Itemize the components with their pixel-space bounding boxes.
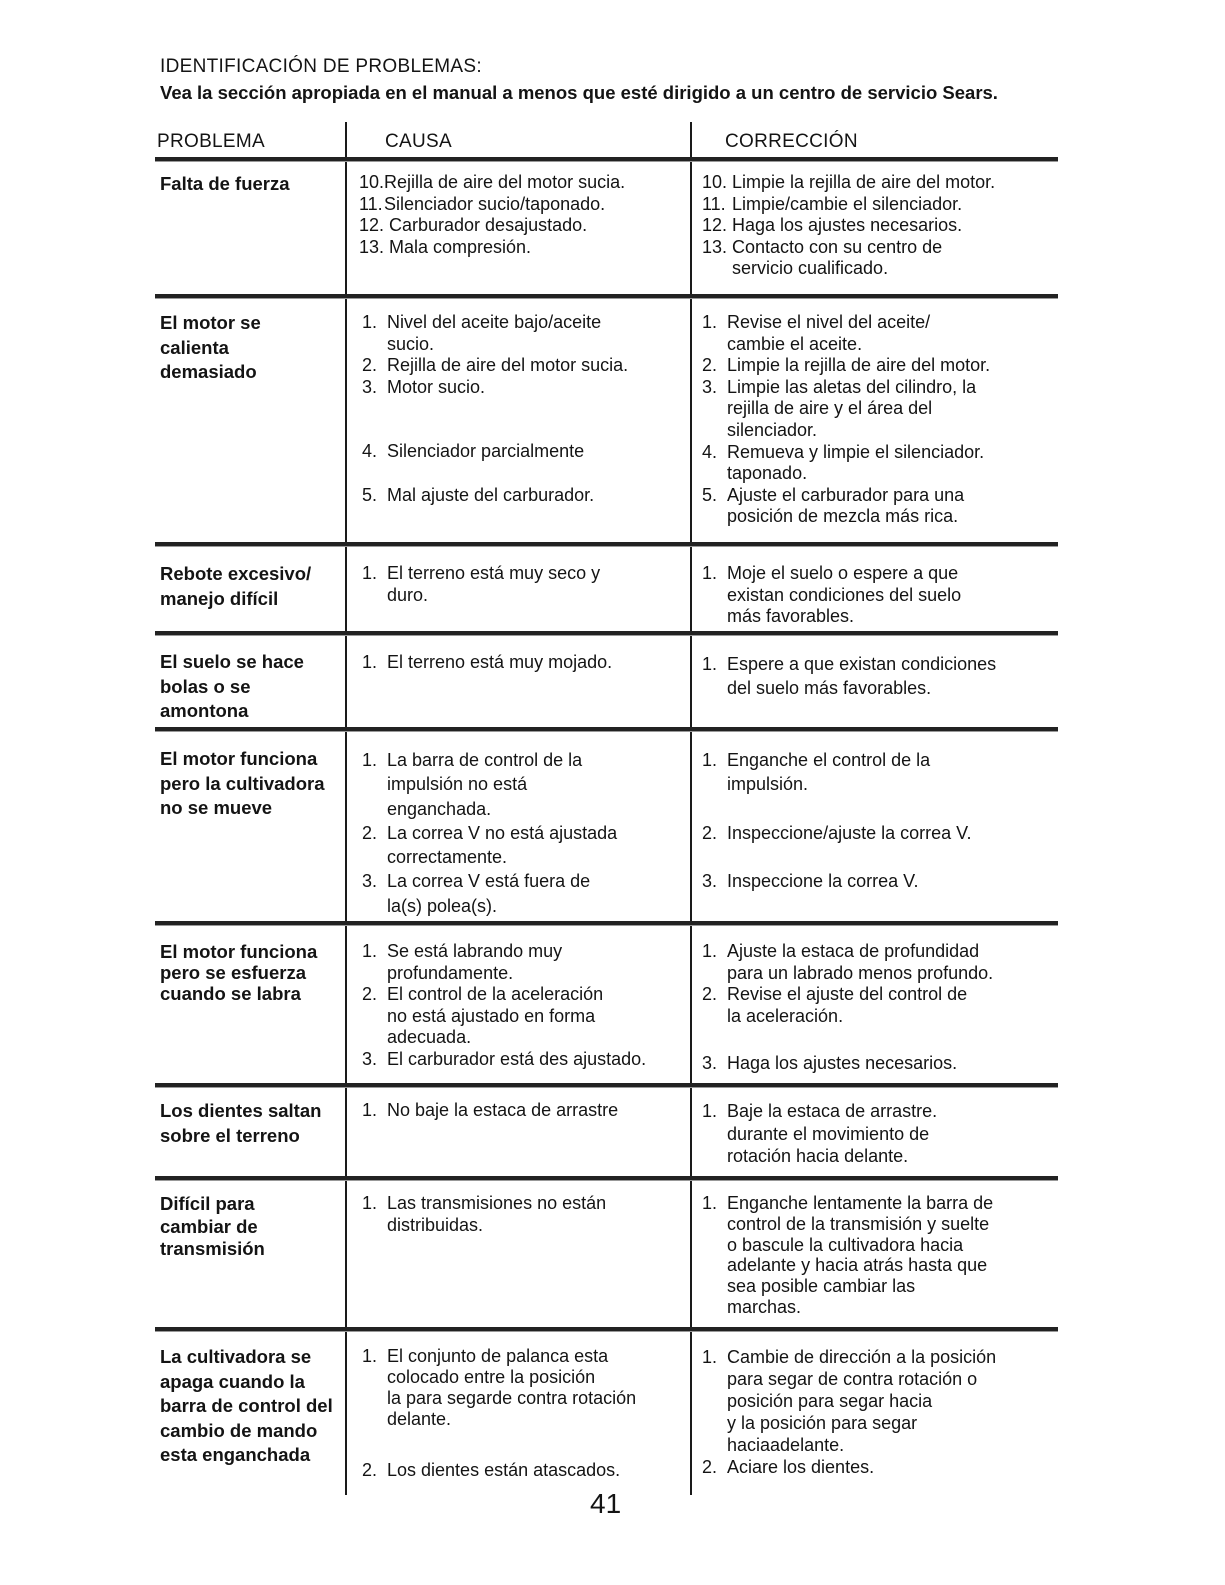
row-separator — [155, 631, 1058, 636]
list-item: 3. El carburador está des ajustado. — [362, 1048, 647, 1069]
list-item: 10. Rejilla de aire del motor sucia. — [359, 172, 626, 192]
row-separator — [155, 921, 1058, 926]
list-item: 5. Mal ajuste del carburador. — [362, 484, 595, 505]
row-separator — [155, 1176, 1058, 1181]
list-item: 1. Moje el suelo o espere a que existan condiciones del suelo más favorables. — [702, 563, 962, 627]
list-item: 11. Limpie/cambie el silenciador. — [702, 193, 963, 214]
cause-list — [362, 652, 687, 674]
cause-list — [359, 172, 689, 258]
list-item: 2. El control de la aceleración no está ajustado en forma adecuada. — [362, 984, 604, 1048]
list-item: 3. Inspeccione la correa V. — [702, 870, 919, 891]
list-item: 2. Los dientes están atascados. — [362, 1460, 621, 1480]
column-header-correction: CORRECCIÓN — [725, 131, 858, 152]
page-number: 41 — [590, 1488, 622, 1519]
list-item: 2. La correa V no está ajustada correctamente. — [362, 822, 618, 868]
list-item: 2. Rejilla de aire del motor sucia. — [362, 355, 629, 376]
row-separator — [155, 157, 1058, 162]
list-item: 2. Limpie la rejilla de aire del motor. — [702, 355, 991, 376]
correction-list — [702, 1100, 1052, 1168]
list-item: 1. Cambie de dirección a la posición para segar de contra rotación o posición para segar hacia y la posición para segar haciaadelante. — [702, 1347, 997, 1455]
problem-dificil-cambiar-transmision: Difícil para cambiar de transmisión — [160, 1193, 265, 1259]
row-separator — [155, 727, 1058, 732]
list-item: 10. Limpie la rejilla de aire del motor. — [702, 172, 996, 192]
list-item: 1. Enganche el control de la impulsión. — [702, 750, 931, 795]
cause-list — [362, 563, 687, 606]
list-item: 4. Remueva y limpie el silenciador. taponado. — [702, 441, 985, 484]
list-item: 2. Aciare los dientes. — [702, 1457, 875, 1477]
cause-list — [362, 941, 687, 1071]
column-header-problem: PROBLEMA — [157, 131, 265, 152]
list-item: 12. Haga los ajustes necesarios. — [702, 215, 963, 236]
list-item: 3. La correa V está fuera de la(s) polea(s). — [362, 871, 591, 916]
correction-list — [702, 941, 1052, 1075]
list-item: 5. Ajuste el carburador para una posición de mezcla más rica. — [702, 484, 965, 527]
list-item: 3. Limpie las aletas del cilindro, la rejilla de aire y el área del silenciador. — [702, 376, 977, 440]
cause-list — [362, 1346, 687, 1481]
row-separator — [155, 1327, 1058, 1332]
list-item: 2. Inspeccione/ajuste la correa V. — [702, 822, 972, 843]
list-item: 2. Revise el ajuste del control de la aceleración. — [702, 984, 968, 1026]
list-item: 4. Silenciador parcialmente — [362, 441, 585, 462]
correction-list — [702, 563, 1052, 628]
list-item: 12. Carburador desajustado. — [359, 215, 588, 236]
cause-list — [362, 1100, 687, 1122]
cause-list — [362, 748, 687, 918]
list-item: 1. El terreno está muy seco y duro. — [362, 563, 601, 605]
correction-list — [702, 652, 1052, 700]
section-heading: IDENTIFICACIÓN DE PROBLEMAS: — [160, 56, 482, 77]
problem-suelo-bolas: El suelo se hace bolas o se amontona — [160, 651, 304, 721]
correction-list — [702, 748, 1052, 893]
problem-falta-de-fuerza: Falta de fuerza — [160, 173, 290, 194]
list-item: 13. Contacto con su centro de servicio cualificado. — [702, 236, 943, 279]
list-item: 11. Silenciador sucio/taponado. — [359, 193, 606, 214]
list-item: 1. No baje la estaca de arrastre — [362, 1100, 619, 1120]
problem-dientes-saltan: Los dientes saltan sobre el terreno — [160, 1100, 322, 1146]
correction-list — [702, 312, 1052, 528]
problem-cultivadora-no-se-mueve: El motor funciona pero la cultivadora no se mueve — [160, 748, 325, 818]
correction-list — [702, 1346, 1052, 1478]
row-separator — [155, 542, 1058, 547]
cause-list — [362, 312, 687, 507]
list-item: 1. Baje la estaca de arrastre. durante el movimiento de rotación hacia delante. — [702, 1101, 938, 1166]
correction-list — [702, 1193, 1052, 1318]
cause-list — [362, 1193, 687, 1236]
row-separator — [155, 1083, 1058, 1088]
list-item: 1. La barra de control de la impulsión no está enganchada. — [362, 750, 583, 819]
column-divider-1 — [345, 122, 347, 1495]
row-separator — [155, 294, 1058, 299]
intro-text: Vea la sección apropiada en el manual a menos que esté dirigido a un centro de servicio Sears. — [160, 82, 998, 103]
list-item: 1. Nivel del aceite bajo/aceite sucio. — [362, 312, 602, 354]
list-item: 3. Haga los ajustes necesarios. — [702, 1053, 958, 1074]
problem-cultivadora-se-apaga: La cultivadora se apaga cuando la barra de control del cambio de mando esta enganchada — [160, 1346, 333, 1465]
list-item: 1. Las transmisiones no están distribuidas. — [362, 1193, 607, 1235]
problem-motor-caliente: El motor se calienta demasiado — [160, 312, 261, 382]
correction-list — [702, 172, 1052, 280]
column-divider-2 — [690, 122, 692, 1495]
list-item: 1. El terreno está muy mojado. — [362, 652, 613, 672]
list-item: 13. Mala compresión. — [359, 236, 532, 257]
problem-motor-se-esfuerza: El motor funciona pero se esfuerza cuando se labra — [160, 941, 318, 1004]
list-item: 1. Ajuste la estaca de profundidad para un labrado menos profundo. — [702, 941, 994, 983]
list-item: 1. Se está labrando muy profundamente. — [362, 941, 563, 983]
list-item: 1. Revise el nivel del aceite/ cambie el aceite. — [702, 312, 931, 354]
column-header-cause: CAUSA — [385, 131, 452, 152]
list-item: 1. El conjunto de palanca esta colocado entre la posición la para segarde contra rotación delante. — [362, 1346, 637, 1429]
list-item: 3. Motor sucio. — [362, 376, 486, 397]
list-item: 1. Espere a que existan condiciones del suelo más favorables. — [702, 654, 997, 698]
problem-rebote-excesivo: Rebote excesivo/ manejo difícil — [160, 563, 312, 609]
list-item: 1. Enganche lentamente la barra de control de la transmisión y suelte o bascule la cultivadora hacia adelante y hacia atrás hasta que sea posible cambiar las marchas. — [702, 1193, 994, 1317]
